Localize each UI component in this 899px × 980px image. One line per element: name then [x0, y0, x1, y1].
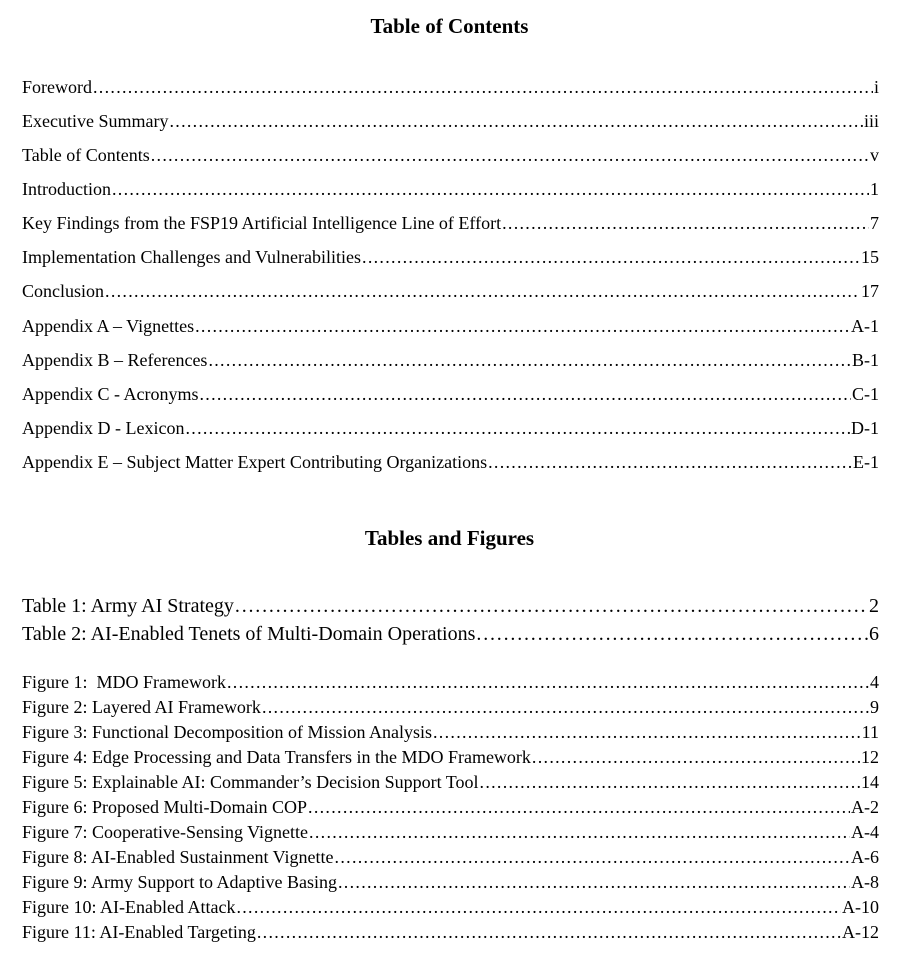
dot-leader — [308, 796, 850, 818]
dot-leader — [532, 746, 860, 768]
toc-entry-label: Table of Contents — [22, 145, 150, 165]
figure-entry-page: 9 — [870, 697, 879, 717]
toc-entry-page: iii — [863, 111, 879, 131]
figure-entry[interactable] — [22, 821, 879, 843]
toc-entry[interactable] — [22, 451, 879, 473]
figure-entry[interactable] — [22, 846, 879, 868]
dot-leader — [476, 622, 868, 646]
toc-title: Table of Contents — [370, 14, 529, 38]
dot-leader — [93, 76, 873, 98]
figure-entry-label: Figure 4: Edge Processing and Data Transfers in the MDO Framework — [22, 747, 531, 767]
figure-entry-page: A-6 — [851, 847, 879, 867]
toc-entry-label: Executive Summary — [22, 111, 169, 131]
toc-entry-label: Introduction — [22, 179, 111, 199]
dot-leader — [112, 178, 869, 200]
figure-entry-page: 12 — [861, 747, 879, 767]
dot-leader — [169, 110, 863, 132]
dot-leader — [151, 144, 869, 166]
figure-entry[interactable] — [22, 696, 879, 718]
figure-entry-page: A-8 — [851, 872, 879, 892]
toc-entry-page: A-1 — [851, 316, 879, 336]
toc-entry[interactable] — [22, 315, 879, 337]
dot-leader — [208, 349, 851, 371]
toc-entry-page: 7 — [870, 213, 879, 233]
figure-entry-label: Figure 3: Functional Decomposition of Mission Analysis — [22, 722, 432, 742]
toc-entry[interactable] — [22, 178, 879, 200]
dot-leader — [335, 846, 850, 868]
dot-leader — [433, 721, 861, 743]
figure-entry-label: Figure 6: Proposed Multi-Domain COP — [22, 797, 308, 817]
figure-entry-page: A-12 — [842, 922, 879, 942]
dot-leader — [235, 594, 868, 618]
toc-entry-label: Implementation Challenges and Vulnerabilities — [22, 247, 362, 267]
figure-entry[interactable] — [22, 746, 879, 768]
dot-leader — [338, 871, 850, 893]
toc-entry-page: 17 — [861, 281, 879, 301]
toc-entry-label: Key Findings from the FSP19 Artificial Intelligence Line of Effort — [22, 213, 502, 233]
dot-leader — [236, 896, 841, 918]
toc-entry[interactable] — [22, 417, 879, 439]
toc-entry[interactable] — [22, 383, 879, 405]
figure-entry[interactable] — [22, 871, 879, 893]
toc-entry-page: B-1 — [852, 350, 879, 370]
toc-entry-label: Appendix A – Vignettes — [22, 316, 195, 336]
toc-entry[interactable] — [22, 280, 879, 302]
figure-entry-page: A-2 — [851, 797, 879, 817]
toc-entry[interactable] — [22, 144, 879, 166]
figure-entry[interactable] — [22, 721, 879, 743]
figure-entry-label: Figure 1: MDO Framework — [22, 672, 226, 692]
dot-leader — [195, 315, 850, 337]
figure-entry-page: 11 — [861, 722, 879, 742]
dot-leader — [488, 451, 852, 473]
toc-entry-page: 15 — [861, 247, 879, 267]
toc-entry[interactable] — [22, 110, 879, 132]
toc-entry-page: D-1 — [851, 418, 879, 438]
figure-entry-page: A-4 — [851, 822, 879, 842]
table-entry-page: 2 — [869, 595, 879, 617]
toc-entry[interactable] — [22, 212, 879, 234]
figure-entry[interactable] — [22, 771, 879, 793]
figure-entry-label: Figure 10: AI-Enabled Attack — [22, 897, 236, 917]
toc-entry-label: Appendix D - Lexicon — [22, 418, 185, 438]
toc-entry-label: Foreword — [22, 77, 92, 97]
figure-entry-page: A-10 — [842, 897, 879, 917]
figure-entry-label: Figure 2: Layered AI Framework — [22, 697, 261, 717]
dot-leader — [262, 696, 869, 718]
figure-entry[interactable] — [22, 921, 879, 943]
toc-entry[interactable] — [22, 349, 879, 371]
figure-entry-label: Figure 8: AI-Enabled Sustainment Vignette — [22, 847, 334, 867]
toc-entry-page: 1 — [870, 179, 879, 199]
dot-leader — [105, 280, 860, 302]
toc-entry[interactable] — [22, 76, 879, 98]
toc-entry-label: Appendix C - Acronyms — [22, 384, 199, 404]
dot-leader — [362, 246, 860, 268]
toc-entry-label: Appendix E – Subject Matter Expert Contributing Organizations — [22, 452, 488, 472]
tables-figures-title: Tables and Figures — [364, 526, 535, 550]
toc-entry-page: E-1 — [853, 452, 879, 472]
figure-entry-label: Figure 5: Explainable AI: Commander’s Decision Support Tool — [22, 772, 479, 792]
table-entry[interactable] — [22, 594, 879, 618]
figure-entry-label: Figure 9: Army Support to Adaptive Basing — [22, 872, 337, 892]
toc-entry-page: v — [870, 145, 879, 165]
toc-entry-page: i — [873, 77, 879, 97]
toc-entry-page: C-1 — [852, 384, 879, 404]
table-entry-label: Table 2: AI-Enabled Tenets of Multi-Domain Operations — [22, 623, 476, 645]
dot-leader — [309, 821, 850, 843]
table-entry-label: Table 1: Army AI Strategy — [22, 595, 234, 617]
dot-leader — [502, 212, 869, 234]
figure-entry[interactable] — [22, 796, 879, 818]
dot-leader — [227, 671, 869, 693]
toc-entry[interactable] — [22, 246, 879, 268]
toc-entry-label: Conclusion — [22, 281, 105, 301]
table-entry[interactable] — [22, 622, 879, 646]
figure-entry-label: Figure 7: Cooperative-Sensing Vignette — [22, 822, 309, 842]
dot-leader — [480, 771, 860, 793]
figure-entry-page: 14 — [861, 772, 879, 792]
figure-entry[interactable] — [22, 671, 879, 693]
figure-entry-page: 4 — [870, 672, 879, 692]
figure-entry-label: Figure 11: AI-Enabled Targeting — [22, 922, 256, 942]
dot-leader — [185, 417, 850, 439]
table-entry-page: 6 — [869, 623, 879, 645]
toc-entry-label: Appendix B – References — [22, 350, 208, 370]
dot-leader — [199, 383, 851, 405]
dot-leader — [257, 921, 841, 943]
figure-entry[interactable] — [22, 896, 879, 918]
